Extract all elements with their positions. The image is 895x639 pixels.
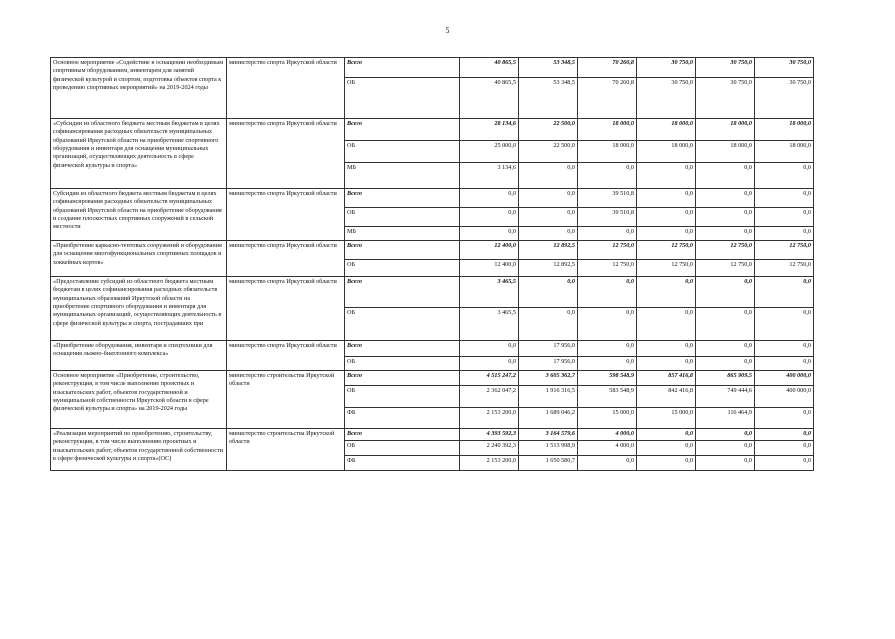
amount-cell: 0,0 [696, 277, 755, 308]
amount-cell: 0,0 [696, 456, 755, 471]
funding-source-cell: Всего [345, 277, 460, 308]
table-row [51, 429, 814, 441]
amount-cell: 0,0 [637, 441, 696, 456]
amount-cell: 18 000,0 [696, 119, 755, 141]
amount-cell: 12 750,0 [637, 241, 696, 260]
amount-cell: 12 750,0 [578, 260, 637, 277]
amount-cell: 22 500,0 [519, 119, 578, 141]
executor-cell: министерство спорта Иркутской области [227, 241, 345, 277]
amount-cell: 39 510,8 [578, 208, 637, 227]
amount-cell: 0,0 [460, 189, 519, 208]
amount-cell: 0,0 [460, 341, 519, 357]
table-row [51, 371, 814, 386]
amount-cell: 0,0 [696, 429, 755, 441]
amount-cell: 18 000,0 [578, 141, 637, 163]
amount-cell: 598 548,9 [578, 371, 637, 386]
amount-cell: 1 650 580,7 [519, 456, 578, 471]
amount-cell: 4 000,0 [578, 441, 637, 456]
amount-cell: 18 000,0 [637, 141, 696, 163]
funding-source-cell: ОБ [345, 208, 460, 227]
executor-cell: министерство спорта Иркутской области [227, 277, 345, 341]
amount-cell: 70 260,8 [578, 78, 637, 119]
amount-cell: 17 956,0 [519, 341, 578, 357]
funding-source-cell: ОБ [345, 441, 460, 456]
amount-cell: 749 444,6 [696, 386, 755, 408]
amount-cell: 17 956,0 [519, 357, 578, 371]
funding-source-cell: ОБ [345, 78, 460, 119]
funding-source-cell: ОБ [345, 308, 460, 341]
amount-cell: 0,0 [637, 308, 696, 341]
funding-source-cell: Всего [345, 241, 460, 260]
amount-cell: 0,0 [755, 277, 814, 308]
table-row [51, 119, 814, 141]
funding-source-cell: Всего [345, 341, 460, 357]
amount-cell: 0,0 [578, 357, 637, 371]
amount-cell: 583 548,9 [578, 386, 637, 408]
amount-cell: 18 000,0 [696, 141, 755, 163]
funding-source-cell: МБ [345, 227, 460, 241]
amount-cell: 0,0 [637, 163, 696, 189]
amount-cell: 28 134,6 [460, 119, 519, 141]
amount-cell: 0,0 [696, 308, 755, 341]
funding-source-cell: ОБ [345, 386, 460, 408]
amount-cell: 4 515 247,2 [460, 371, 519, 386]
amount-cell: 3 465,5 [460, 308, 519, 341]
amount-cell: 0,0 [755, 308, 814, 341]
table-row [51, 277, 814, 308]
amount-cell: 30 750,0 [755, 78, 814, 119]
activity-name-cell: «Реализация мероприятий по приобретению, строительству, реконструкции, в том числе выполнению проектных и изыскательских работ, объектов государственной собственности в сфере физической культуры и спорта»(ОС) [51, 429, 227, 471]
amount-cell: 116 464,9 [696, 408, 755, 429]
activity-name-cell: Основное мероприятие «Приобретение, строительство, реконструкция, в том числе выполнение проектных и изыскательских работ, объектов государственной и муниципальной собственности Иркутской области в сфере физической культуры и спорта» на 2019-2024 годы [51, 371, 227, 429]
amount-cell: 30 750,0 [696, 78, 755, 119]
amount-cell: 30 750,0 [637, 78, 696, 119]
amount-cell: 1 513 998,9 [519, 441, 578, 456]
amount-cell: 0,0 [755, 189, 814, 208]
amount-cell: 12 400,0 [460, 260, 519, 277]
amount-cell: 0,0 [696, 227, 755, 241]
amount-cell: 0,0 [578, 163, 637, 189]
amount-cell: 0,0 [696, 357, 755, 371]
amount-cell: 12 892,5 [519, 260, 578, 277]
amount-cell: 0,0 [637, 429, 696, 441]
amount-cell: 2 153 200,0 [460, 456, 519, 471]
amount-cell: 0,0 [696, 189, 755, 208]
amount-cell: 0,0 [637, 456, 696, 471]
amount-cell: 0,0 [578, 227, 637, 241]
amount-cell: 53 348,5 [519, 58, 578, 78]
amount-cell: 4 000,0 [578, 429, 637, 441]
amount-cell: 0,0 [755, 441, 814, 456]
funding-source-cell: ОБ [345, 141, 460, 163]
amount-cell: 0,0 [755, 456, 814, 471]
amount-cell: 0,0 [578, 341, 637, 357]
amount-cell: 25 000,0 [460, 141, 519, 163]
amount-cell: 18 000,0 [578, 119, 637, 141]
amount-cell: 39 510,8 [578, 189, 637, 208]
table-row [51, 189, 814, 208]
funding-source-cell: ФБ [345, 408, 460, 429]
amount-cell: 30 750,0 [696, 58, 755, 78]
table-row [51, 58, 814, 78]
amount-cell: 4 393 592,3 [460, 429, 519, 441]
amount-cell: 53 348,5 [519, 78, 578, 119]
amount-cell: 0,0 [519, 208, 578, 227]
amount-cell: 12 750,0 [696, 260, 755, 277]
amount-cell: 0,0 [578, 456, 637, 471]
funding-source-cell: ФБ [345, 456, 460, 471]
amount-cell: 0,0 [460, 208, 519, 227]
funding-source-cell: МБ [345, 163, 460, 189]
funding-source-cell: ОБ [345, 357, 460, 371]
amount-cell: 22 500,0 [519, 141, 578, 163]
amount-cell: 3 134,6 [460, 163, 519, 189]
amount-cell: 400 000,0 [755, 371, 814, 386]
executor-cell: министерство спорта Иркутской области [227, 189, 345, 241]
amount-cell: 2 362 047,2 [460, 386, 519, 408]
table-row [51, 341, 814, 357]
activity-name-cell: «Субсидии из областного бюджета местным бюджетам в целях софинансирования расходных обязательств муниципальных образований Иркутской области на приобретение спортивного оборудования и инвентаря для оснащения муниципальных организаций, осуществляющих деятельность в сфере физической культуры и спорта» [51, 119, 227, 189]
funding-source-cell: Всего [345, 119, 460, 141]
amount-cell: 70 260,8 [578, 58, 637, 78]
amount-cell: 12 750,0 [755, 260, 814, 277]
amount-cell: 0,0 [519, 163, 578, 189]
executor-cell: министерство спорта Иркутской области [227, 341, 345, 371]
amount-cell: 18 000,0 [755, 141, 814, 163]
activity-name-cell: Субсидии из областного бюджета местным бюджетам в целях софинансирования расходных обязательств муниципальных образований Иркутской области на приобретение оборудования и создание плоскостных спортивных сооружений в сельской местности [51, 189, 227, 241]
amount-cell: 0,0 [755, 341, 814, 357]
amount-cell: 0,0 [460, 357, 519, 371]
amount-cell: 0,0 [755, 163, 814, 189]
activity-name-cell: «Приобретение оборудования, инвентаря и спецтехники для оснащения лыжно-биатлонного комплекса» [51, 341, 227, 371]
amount-cell: 0,0 [578, 308, 637, 341]
amount-cell: 857 416,8 [637, 371, 696, 386]
amount-cell: 2 240 392,3 [460, 441, 519, 456]
amount-cell: 2 153 200,0 [460, 408, 519, 429]
amount-cell: 0,0 [696, 208, 755, 227]
amount-cell: 30 750,0 [755, 58, 814, 78]
amount-cell: 40 865,5 [460, 78, 519, 119]
amount-cell: 0,0 [637, 189, 696, 208]
amount-cell: 12 750,0 [637, 260, 696, 277]
amount-cell: 1 916 316,5 [519, 386, 578, 408]
amount-cell: 12 750,0 [578, 241, 637, 260]
activity-name-cell: Основное мероприятие «Содействие в оснащении необходимым спортивным оборудованием, инвентарем для занятий физической культурой и спортом, подготовка объектов спорта к проведению спортивных мероприятий» на 2019-2024 годы [51, 58, 227, 119]
amount-cell: 0,0 [696, 163, 755, 189]
executor-cell: министерство строительства Иркутской области [227, 371, 345, 429]
amount-cell: 0,0 [519, 277, 578, 308]
amount-cell: 0,0 [519, 189, 578, 208]
amount-cell: 0,0 [637, 208, 696, 227]
amount-cell: 18 000,0 [755, 119, 814, 141]
amount-cell: 40 865,5 [460, 58, 519, 78]
amount-cell: 0,0 [637, 277, 696, 308]
amount-cell: 842 416,8 [637, 386, 696, 408]
amount-cell: 12 750,0 [696, 241, 755, 260]
amount-cell: 0,0 [755, 429, 814, 441]
amount-cell: 15 000,0 [578, 408, 637, 429]
amount-cell: 400 000,0 [755, 386, 814, 408]
amount-cell: 0,0 [519, 308, 578, 341]
funding-source-cell: Всего [345, 429, 460, 441]
amount-cell: 30 750,0 [637, 58, 696, 78]
page-number: 5 [445, 26, 450, 35]
table-row [51, 241, 814, 260]
funding-source-cell: Всего [345, 371, 460, 386]
executor-cell: министерство строительства Иркутской области [227, 429, 345, 471]
executor-cell: министерство спорта Иркутской области [227, 119, 345, 189]
budget-table [50, 57, 814, 471]
amount-cell: 3 164 579,6 [519, 429, 578, 441]
amount-cell: 0,0 [578, 277, 637, 308]
activity-name-cell: «Приобретение каркасно-тентовых сооружений и оборудования для оснащения многофункциональных спортивных площадок и хоккейных кортов» [51, 241, 227, 277]
amount-cell: 865 909,5 [696, 371, 755, 386]
amount-cell: 0,0 [637, 341, 696, 357]
amount-cell: 0,0 [696, 441, 755, 456]
amount-cell: 15 000,0 [637, 408, 696, 429]
amount-cell: 0,0 [637, 227, 696, 241]
amount-cell: 18 000,0 [637, 119, 696, 141]
executor-cell: министерство спорта Иркутской области [227, 58, 345, 119]
amount-cell: 3 605 362,7 [519, 371, 578, 386]
amount-cell: 12 400,0 [460, 241, 519, 260]
amount-cell: 0,0 [696, 341, 755, 357]
amount-cell: 0,0 [755, 208, 814, 227]
amount-cell: 12 750,0 [755, 241, 814, 260]
amount-cell: 3 465,5 [460, 277, 519, 308]
amount-cell: 0,0 [460, 227, 519, 241]
amount-cell: 0,0 [637, 357, 696, 371]
amount-cell: 0,0 [519, 227, 578, 241]
amount-cell: 0,0 [755, 357, 814, 371]
activity-name-cell: «Предоставление субсидий из областного бюджета местным бюджетам в целях софинансирования расходных обязательств муниципальных образований Иркутской области на приобретение спортивного оборудования и инвентаря для муниципальных организаций, осуществляющих деятельность в сфере физической культуры и спорта, пострадавших при [51, 277, 227, 341]
funding-source-cell: ОБ [345, 260, 460, 277]
funding-source-cell: Всего [345, 58, 460, 78]
amount-cell: 0,0 [755, 408, 814, 429]
funding-source-cell: Всего [345, 189, 460, 208]
amount-cell: 0,0 [755, 227, 814, 241]
amount-cell: 1 689 046,2 [519, 408, 578, 429]
amount-cell: 12 892,5 [519, 241, 578, 260]
